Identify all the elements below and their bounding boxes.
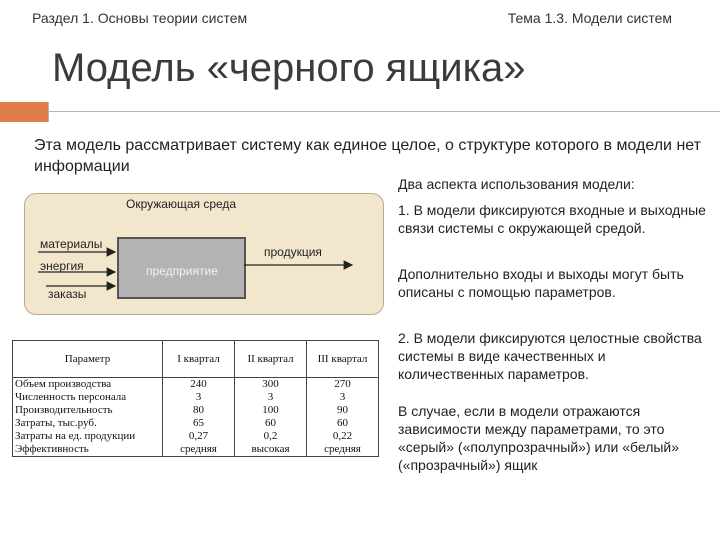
table-cell: 3 [307,391,379,404]
table-row [13,391,379,404]
input-orders-label: заказы [48,287,87,301]
table-cell: 100 [235,404,307,417]
table-row [13,378,379,392]
section-header: Раздел 1. Основы теории систем [32,10,248,26]
table-cell: 60 [235,417,307,430]
column-header-parameter: Параметр [13,341,163,378]
table-cell: 0,2 [235,430,307,443]
table-row [13,430,379,443]
table-cell: Объем производства [13,378,163,392]
table-cell: 90 [307,404,379,417]
table-cell: Производительность [13,404,163,417]
environment-label: Окружающая среда [126,197,237,211]
table-cell: Затраты, тыс.руб. [13,417,163,430]
parameters-table [12,340,379,457]
table-row [13,404,379,417]
table-cell: 3 [163,391,235,404]
table-row [13,417,379,430]
input-materials-label: материалы [40,237,103,251]
input-energy-label: энергия [40,259,84,273]
table-cell: Численность персонала [13,391,163,404]
table-cell: 3 [235,391,307,404]
column-header-q1: I квартал [163,341,235,378]
aspect-two-text: 2. В модели фиксируются целостные свойства системы в виде качественных и количественных параметров. [398,330,702,382]
table-cell: 270 [307,378,379,392]
topic-header: Тема 1.3. Модели систем [507,10,672,26]
table-cell: 0,27 [163,430,235,443]
table-cell: высокая [235,443,307,457]
table-cell: Затраты на ед. продукции [13,430,163,443]
aspects-title: Два аспекта использования модели: [398,176,635,192]
column-header-q2: II квартал [235,341,307,378]
aspect-one-text: 1. В модели фиксируются входные и выходные связи системы с окружающей средой. [398,202,706,236]
output-label: продукция [264,245,322,259]
table-cell: Эффективность [13,443,163,457]
column-header-q3: III квартал [307,341,379,378]
table-cell: 300 [235,378,307,392]
intro-text: Эта модель рассматривает систему как единое целое, о структуре которого в модели нет информации [34,137,701,175]
table-cell: средняя [307,443,379,457]
enterprise-label: предприятие [146,264,218,278]
table-header-row [13,341,379,378]
table-row [13,443,379,457]
table-cell: 60 [307,417,379,430]
slide-title: Модель «черного ящика» [52,46,526,90]
aspect-two-note: В случае, если в модели отражаются зависимости между параметрами, то это «серый» («полупрозрачный») или «белый» («прозрачный») ящик [398,403,680,473]
table-cell: 65 [163,417,235,430]
table-cell: 0,22 [307,430,379,443]
table-cell: 80 [163,404,235,417]
aspect-one-note: Дополнительно входы и выходы могут быть описаны с помощью параметров. [398,266,684,300]
table-cell: средняя [163,443,235,457]
table-cell: 240 [163,378,235,392]
